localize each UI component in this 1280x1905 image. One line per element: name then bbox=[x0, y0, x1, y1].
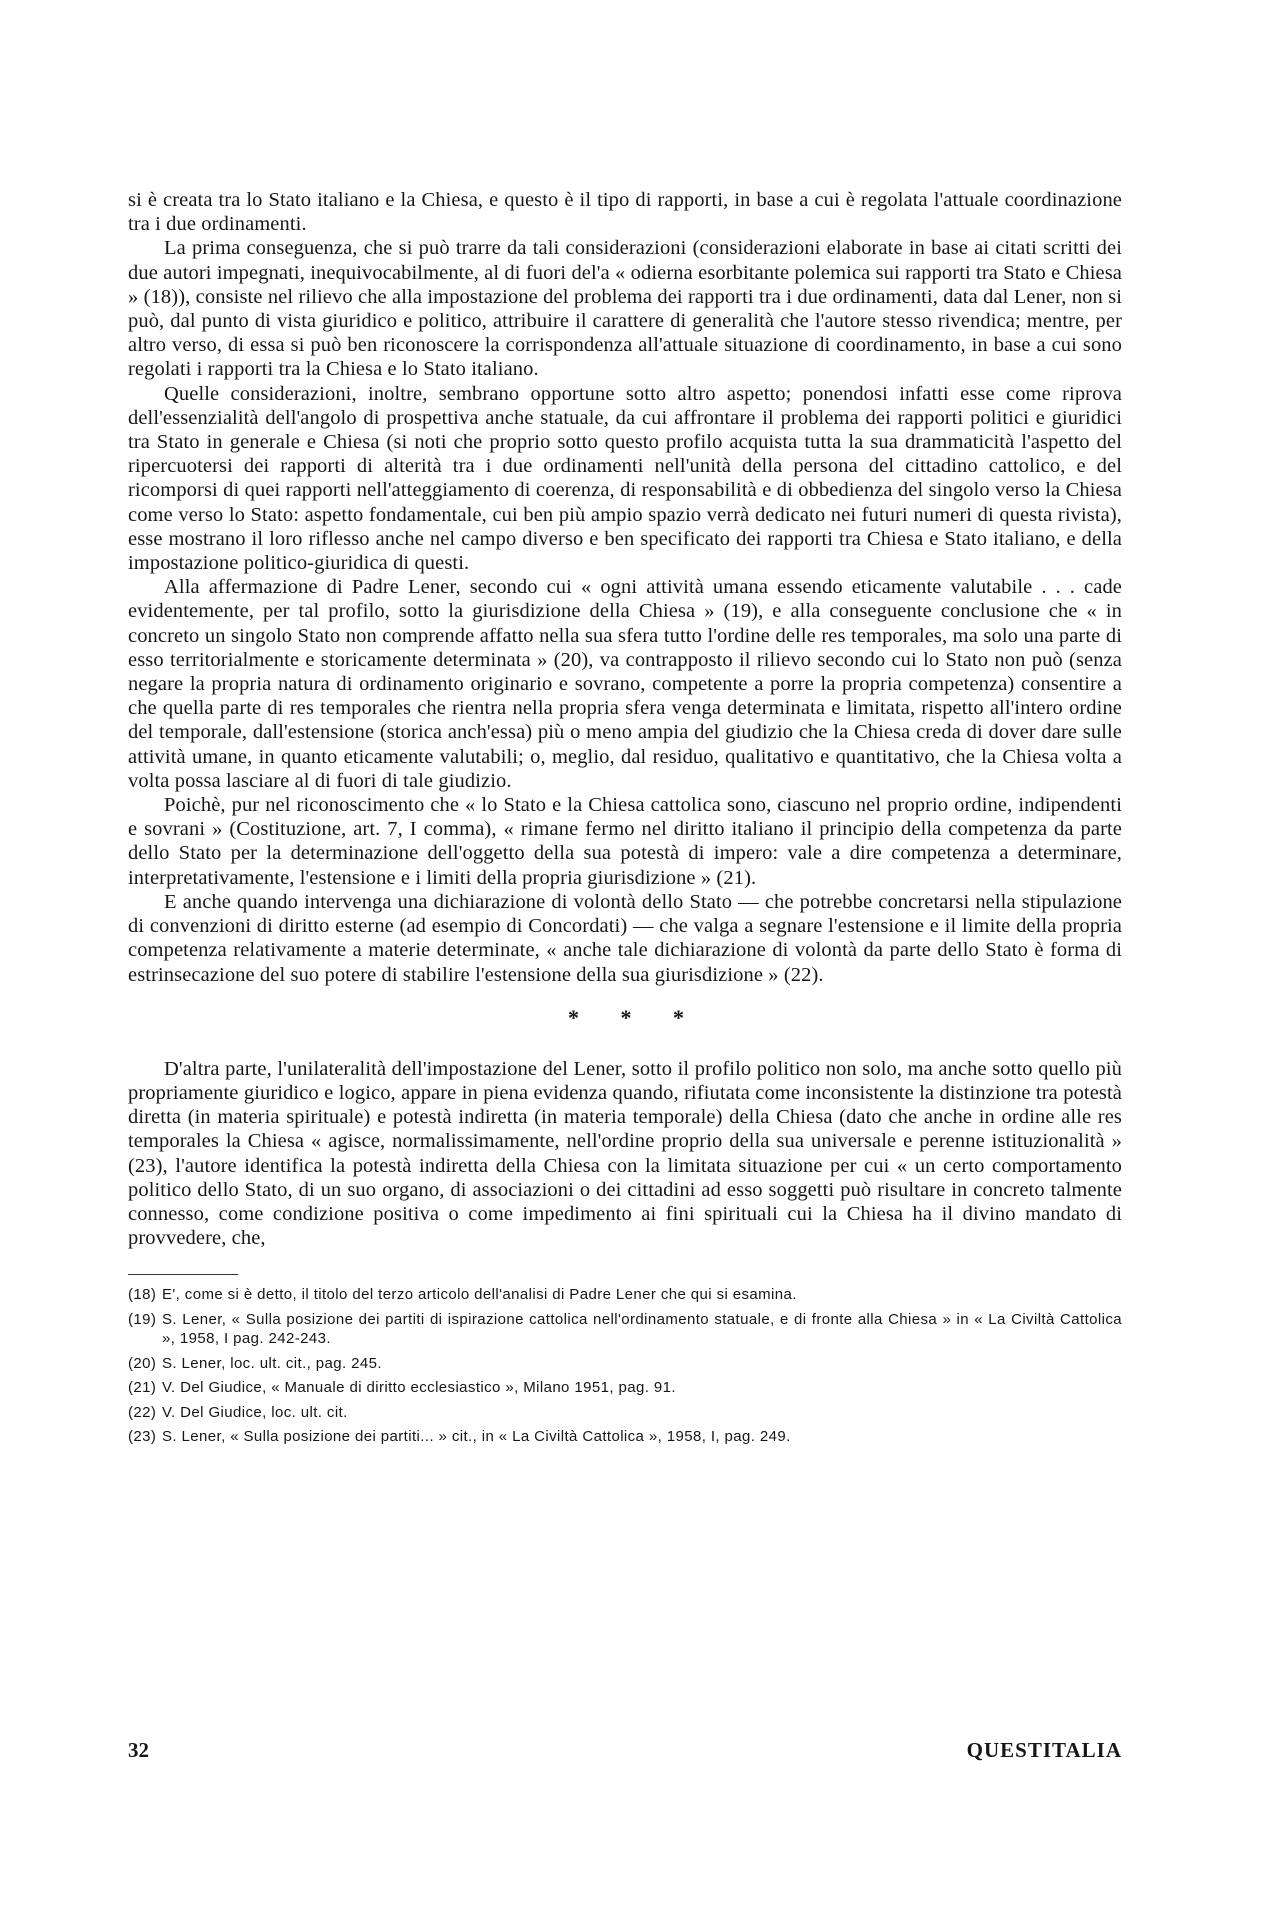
page-footer bbox=[128, 1738, 1122, 1768]
footnote-text: V. Del Giudice, loc. ult. cit. bbox=[162, 1403, 348, 1421]
footnote-text: S. Lener, loc. ult. cit., pag. 245. bbox=[162, 1354, 382, 1372]
footnote-text: S. Lener, « Sulla posizione dei partiti di ispirazione cattolica nell'ordinamento statuale, e di fronte alla Chiesa » in « La Civiltà Cattolica », 1958, I pag. 242-243. bbox=[162, 1310, 1122, 1348]
paragraph: Alla affermazione di Padre Lener, secondo cui « ogni attività umana essendo eticamente valutabile . . . cade evidentemente, per tal profilo, sotto la giurisdizione della Chiesa » (19), e alla conseguente conclusione che « in concreto un singolo Stato non comprende affatto nella sua sfera tutto l'ordine delle res temporales, ma solo una parte di esso territorialmente e storicamente determinata » (20), va contrapposto il rilievo secondo cui lo Stato non può (senza negare la propria natura di ordinamento originario e sovrano, competente a porre la propria competenza) consentire a che quella parte di res temporales che rientra nella propria sfera venga determinata e limitata, rispetto all'intero ordine del temporale, dall'estensione (storica anch'essa) più o meno ampia del giudizio che la Chiesa creda di dover dare sulle attività umane, in quanto eticamente valutabili; o, meglio, dal residuo, qualitativo e quantitativo, che la Chiesa volta a volta possa lasciare al di fuori di tale giudizio. bbox=[128, 576, 1122, 792]
footnote-number: (18) bbox=[128, 1286, 157, 1304]
footnote-text: V. Del Giudice, « Manuale di diritto ecclesiastico », Milano 1951, pag. 91. bbox=[162, 1379, 676, 1397]
paragraph: E anche quando intervenga una dichiarazione di volontà dello Stato — che potrebbe concretarsi nella stipulazione di convenzioni di diritto esterne (ad esempio di Concordati) — che valga a segnare l'estensione e il limite della propria competenza relativamente a materie determinate, « anche tale dichiarazione di volontà da parte dello Stato è forma di estrinsecazione del suo potere di stabilire l'estensione della sua giurisdizione » (22). bbox=[128, 890, 1122, 986]
paragraph: si è creata tra lo Stato italiano e la Chiesa, e questo è il tipo di rapporti, in base a cui è regolata l'attuale coordinazione tra i due ordinamenti. bbox=[128, 189, 1122, 236]
footnote bbox=[128, 1403, 1122, 1423]
footnotes bbox=[128, 1285, 1122, 1447]
footnote bbox=[128, 1285, 1122, 1305]
footnote-divider bbox=[128, 1274, 238, 1275]
article-body bbox=[128, 188, 1122, 1452]
footnote-number: (20) bbox=[128, 1354, 157, 1372]
footnote-number: (19) bbox=[128, 1310, 157, 1328]
footnote bbox=[128, 1310, 1122, 1349]
paragraph: D'altra parte, l'unilateralità dell'impostazione del Lener, sotto il profilo politico non solo, ma anche sotto quello più propriamente giuridico e logico, appare in piena evidenza quando, rifiutata come inconsistente la distinzione tra potestà diretta (in materia spirituale) e potestà indiretta (in materia temporale) della Chiesa (dato che anche in ordine alle res temporales la Chiesa « agisce, normalissimamente, nell'ordine proprio della sua universale e perenne istituzionalità » (23), l'autore identifica la potestà indiretta della Chiesa con la limitata situazione per cui « un certo comportamento politico dello Stato, di un suo organo, di associazioni o dei cittadini ad esso soggetti può risultare in concreto talmente connesso, come condizione positiva o come impedimento ai fini spirituali cui la Chiesa ha il divino mandato di provvedere, che, bbox=[128, 1057, 1122, 1250]
footnote bbox=[128, 1378, 1122, 1398]
section-separator: * * * bbox=[568, 1004, 702, 1030]
footnote bbox=[128, 1427, 1122, 1447]
paragraph: Poichè, pur nel riconoscimento che « lo Stato e la Chiesa cattolica sono, ciascuno nel proprio ordine, indipendenti e sovrani » (Costituzione, art. 7, I comma), « rimane fermo nel diritto italiano il principio della competenza da parte dello Stato per la determinazione dell'oggetto della sua potestà di impero: vale a dire competenza a determinare, interpretativamente, l'estensione e i limiti della propria giurisdizione » (21). bbox=[128, 794, 1122, 889]
magazine-title: QUESTITALIA bbox=[966, 1738, 1122, 1762]
footnote-number: (21) bbox=[128, 1379, 157, 1397]
footnote-number: (22) bbox=[128, 1403, 157, 1421]
footnote bbox=[128, 1354, 1122, 1374]
footnote-text: E', come si è detto, il titolo del terzo articolo dell'analisi di Padre Lener che qui si esamina. bbox=[162, 1286, 797, 1304]
footnote-number: (23) bbox=[128, 1428, 157, 1446]
footnote-text: S. Lener, « Sulla posizione dei partiti... » cit., in « La Civiltà Cattolica », 1958, I, pag. 249. bbox=[162, 1428, 791, 1446]
page-number: 32 bbox=[128, 1738, 149, 1762]
paragraph: Quelle considerazioni, inoltre, sembrano opportune sotto altro aspetto; ponendosi infatti esse come riprova dell'essenzialità dell'angolo di prospettiva anche statuale, da cui affrontare il problema dei rapporti politici e giuridici tra Stato in generale e Chiesa (si noti che proprio sotto questo profilo acquista tutta la sua drammaticità l'aspetto del ripercuotersi dei rapporti di alterità tra i due ordinamenti nell'unità della persona del cittadino cattolico, e del ricomporsi di quei rapporti nell'atteggiamento di coerenza, di responsabilità e di obbedienza del singolo verso la Chiesa come verso lo Stato: aspetto fondamentale, cui ben più ampio spazio verrà dedicato nei futuri numeri di questa rivista), esse mostrano il loro riflesso anche nel campo diverso e ben specificato dei rapporti tra Chiesa e Stato italiano, e della impostazione politico-giuridica di questi. bbox=[128, 382, 1122, 575]
paragraph: La prima conseguenza, che si può trarre da tali considerazioni (considerazioni elaborate in base ai citati scritti dei due autori impegnati, inequivocabilmente, al di fuori del'a « odierna esorbitante polemica sui rapporti tra Stato e Chiesa » (18)), consiste nel rilievo che alla impostazione del problema dei rapporti tra i due ordinamenti, data dal Lener, non si può, dal punto di vista giuridico e politico, attribuire il carattere di generalità che l'autore stesso rivendica; mentre, per altro verso, di essa si può ben riconoscere la corrispondenza all'attuale situazione di coordinamento, in base a cui sono regolati i rapporti tra la Chiesa e lo Stato italiano. bbox=[128, 237, 1122, 381]
